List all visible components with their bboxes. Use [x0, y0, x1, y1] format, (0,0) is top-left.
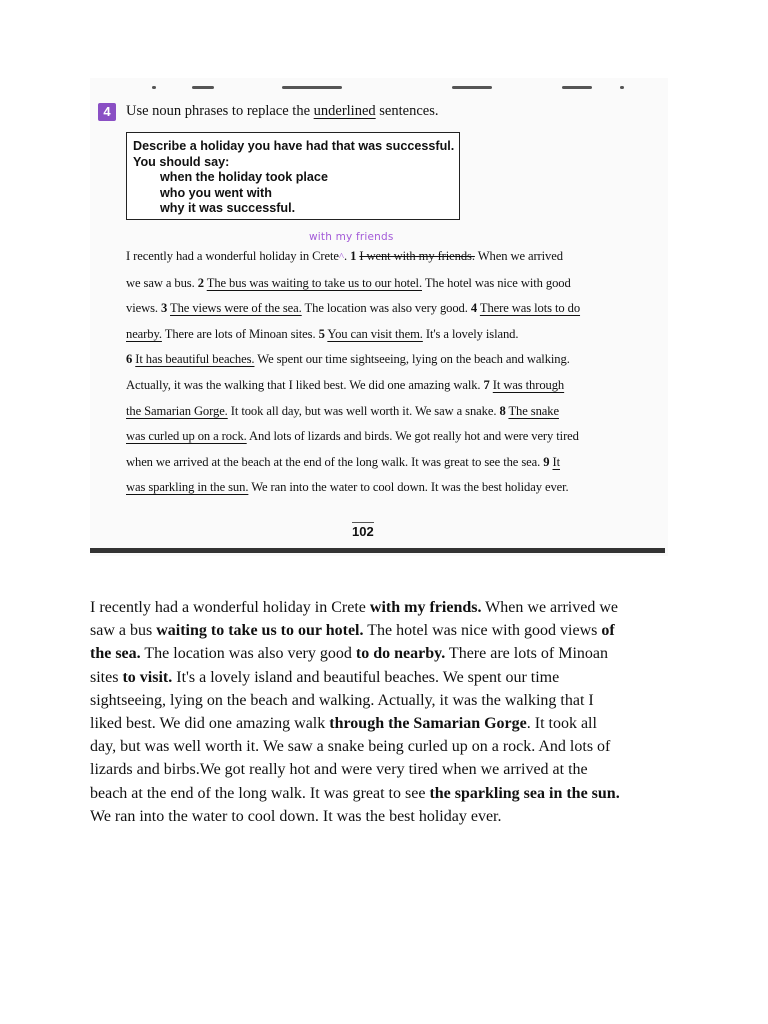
page-number: 102 [352, 524, 374, 539]
insertion-caret: ^ [338, 251, 344, 263]
task-card [126, 132, 460, 220]
task-card-bullet: who you went with [160, 185, 272, 200]
answer-paragraph: I recently had a wonderful holiday in Crete with my friends. When we arrived we saw a bus waiting to take us to our hotel. The hotel was nice with good views of the sea. The location was also very good to do nearby. There are lots of Minoan sites to visit. It's a lovely island and beautiful beaches. We spent our time sightseeing, lying on the beach and walking. Actually, it was the walking that I liked best. We did one amazing walk through the Samarian Gorge. It took all day, but was well worth it. We saw a snake being curled up on a rock. And lots of lizards and birbs.We got really hot and were very tired when we arrived at the beach at the end of the long walk. It was great to see the sparkling sea in the sun. We ran into the water to cool down. It was the best holiday ever. [90, 599, 620, 825]
textbook-scan [90, 78, 668, 556]
struck-sentence: I went with my friends. [359, 249, 475, 263]
exercise-instruction: Use noun phrases to replace the underlined sentences. [126, 103, 439, 119]
task-card-line: You should say: [133, 154, 230, 169]
handwritten-annotation: with my friends [309, 231, 394, 243]
divider-rule [90, 548, 665, 553]
scan-edge-marks [152, 86, 622, 92]
original-paragraph: I recently had a wonderful holiday in Crete^. 1 I went with my friends. When we arrived we saw a bus. 2 The bus was waiting to take us to our hotel. The hotel was nice with good views. 3 The views were of the sea. The location was also very good. 4 There was lots to do nearby. There are lots of Minoan sites. 5 You can visit them. It's a lovely island. 6 It has beautiful beaches. We spent our time sightseeing, lying on the beach and walking. Actually, it was the walking that I liked best. We did one amazing walk. 7 It was through the Samarian Gorge. It took all day, but was well worth it. We saw a snake. 8 The snake was curled up on a rock. And lots of lizards and birds. We got really hot and were very tired when we arrived at the beach at the end of the long walk. It was great to see the sea. 9 It was sparkling in the sun. We ran into the water to cool down. It was the best holiday ever. [126, 249, 581, 495]
task-card-bullet: why it was successful. [160, 201, 296, 215]
task-card-bullet: when the holiday took place [160, 170, 328, 184]
exercise-number-badge: 4 [98, 103, 116, 121]
task-card-line: Describe a holiday you have had that was successful. [133, 139, 455, 153]
